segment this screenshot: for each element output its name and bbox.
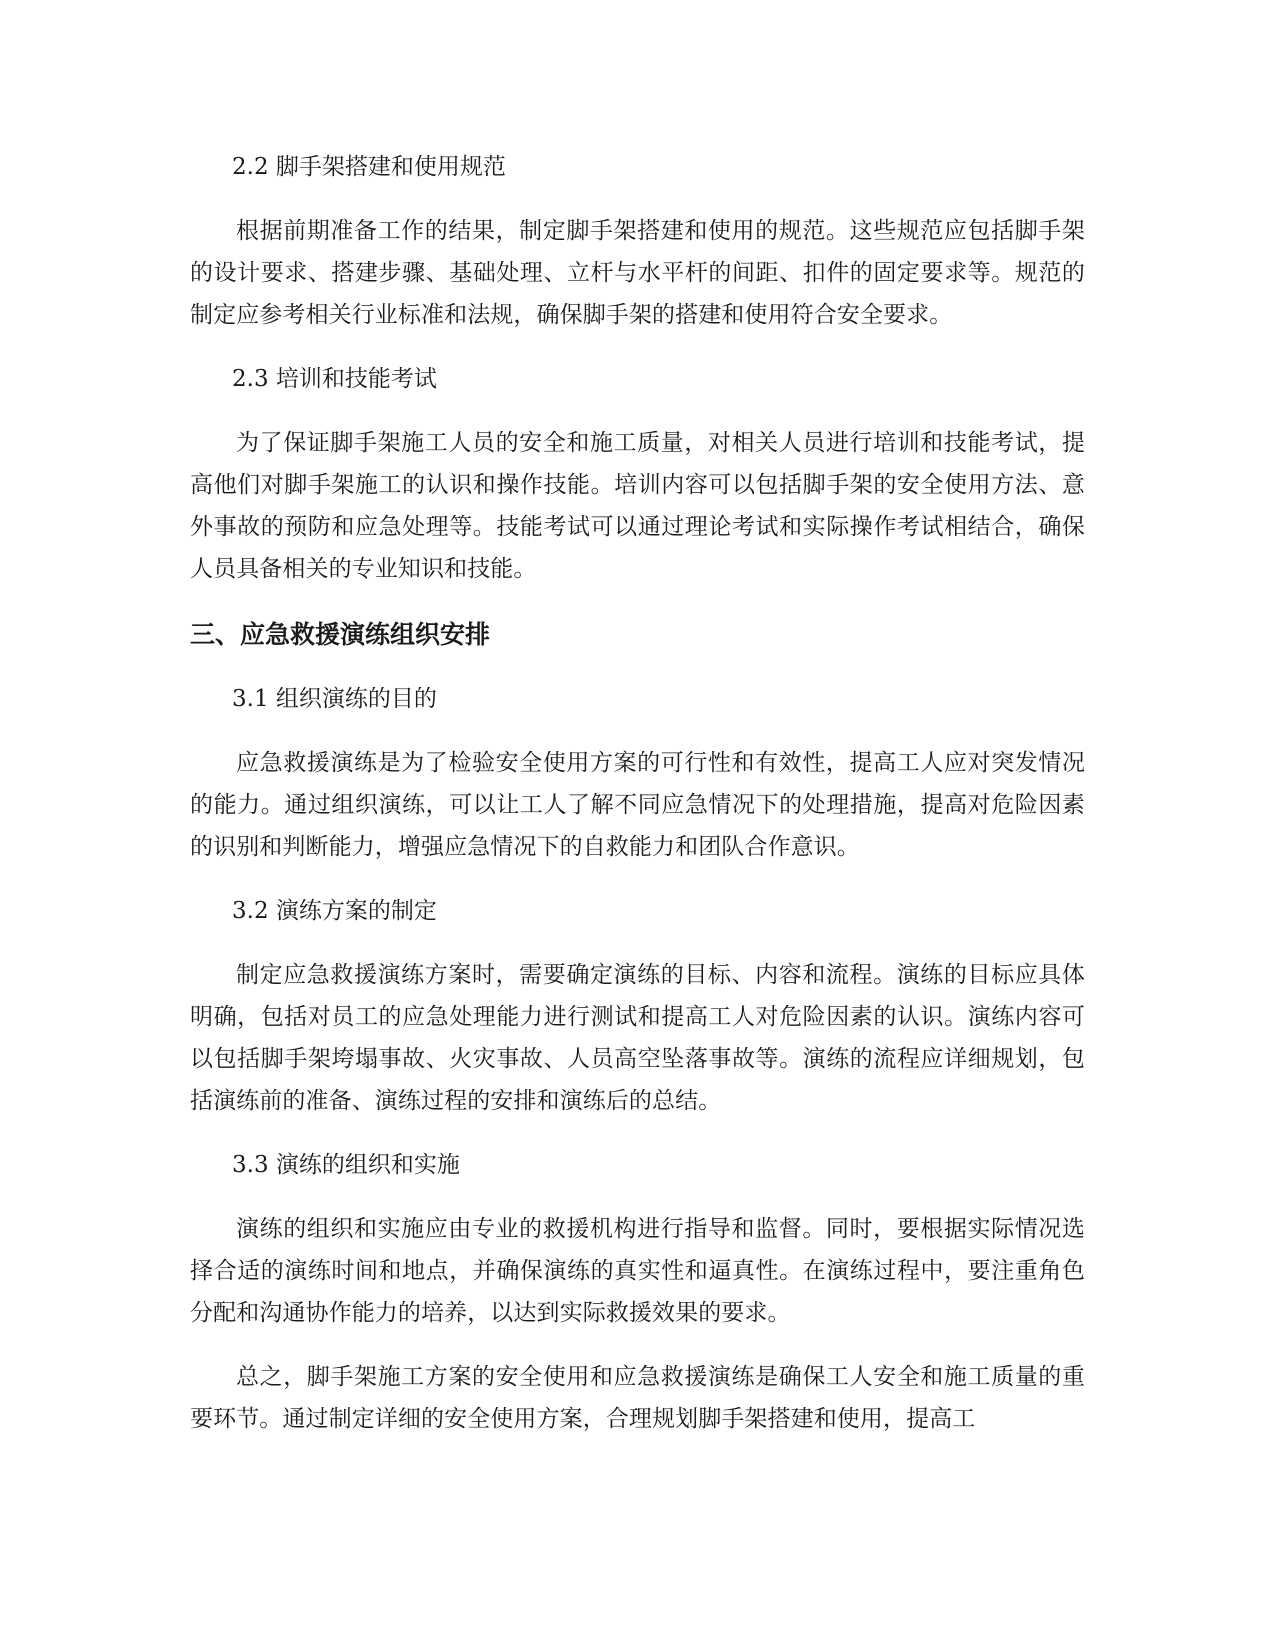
document-body — [190, 146, 1085, 1440]
section-title-3: 三、应急救援演练组织安排 — [190, 620, 491, 649]
paragraph-drill-implementation: 演练的组织和实施应由专业的救援机构进行指导和监督。同时，要根据实际情况选择合适的演练时间和地点，并确保演练的真实性和逼真性。在演练过程中，要注重角色分配和沟通协作能力的培养，以达到实际救援效果的要求。 — [190, 1216, 1085, 1326]
subheading-3-2: 3.2 演练方案的制定 — [232, 898, 437, 924]
paragraph-drill-plan: 制定应急救援演练方案时，需要确定演练的目标、内容和流程。演练的目标应具体明确，包括对员工的应急处理能力进行测试和提高工人对危险因素的认识。演练内容可以包括脚手架垮塌事故、火灾事故、人员高空坠落事故等。演练的流程应详细规划，包括演练前的准备、演练过程的安排和演练后的总结。 — [190, 962, 1085, 1114]
paragraph-drill-purpose: 应急救援演练是为了检验安全使用方案的可行性和有效性，提高工人应对突发情况的能力。通过组织演练，可以让工人了解不同应急情况下的处理措施，提高对危险因素的识别和判断能力，增强应急情况下的自救能力和团队合作意识。 — [190, 750, 1085, 860]
paragraph-summary: 总之，脚手架施工方案的安全使用和应急救援演练是确保工人安全和施工质量的重要环节。通过制定详细的安全使用方案，合理规划脚手架搭建和使用，提高工 — [190, 1364, 1085, 1432]
subheading-3-3: 3.3 演练的组织和实施 — [232, 1152, 460, 1178]
subheading-3-1: 3.1 组织演练的目的 — [232, 686, 437, 712]
paragraph-scaffold-standards: 根据前期准备工作的结果，制定脚手架搭建和使用的规范。这些规范应包括脚手架的设计要求、搭建步骤、基础处理、立杆与水平杆的间距、扣件的固定要求等。规范的制定应参考相关行业标准和法规，确保脚手架的搭建和使用符合安全要求。 — [190, 218, 1085, 328]
subheading-2-3: 2.3 培训和技能考试 — [232, 366, 437, 392]
paragraph-training-exam: 为了保证脚手架施工人员的安全和施工质量，对相关人员进行培训和技能考试，提高他们对脚手架施工的认识和操作技能。培训内容可以包括脚手架的安全使用方法、意外事故的预防和应急处理等。技能考试可以通过理论考试和实际操作考试相结合，确保人员具备相关的专业知识和技能。 — [190, 430, 1085, 582]
subheading-2-2: 2.2 脚手架搭建和使用规范 — [232, 154, 506, 180]
